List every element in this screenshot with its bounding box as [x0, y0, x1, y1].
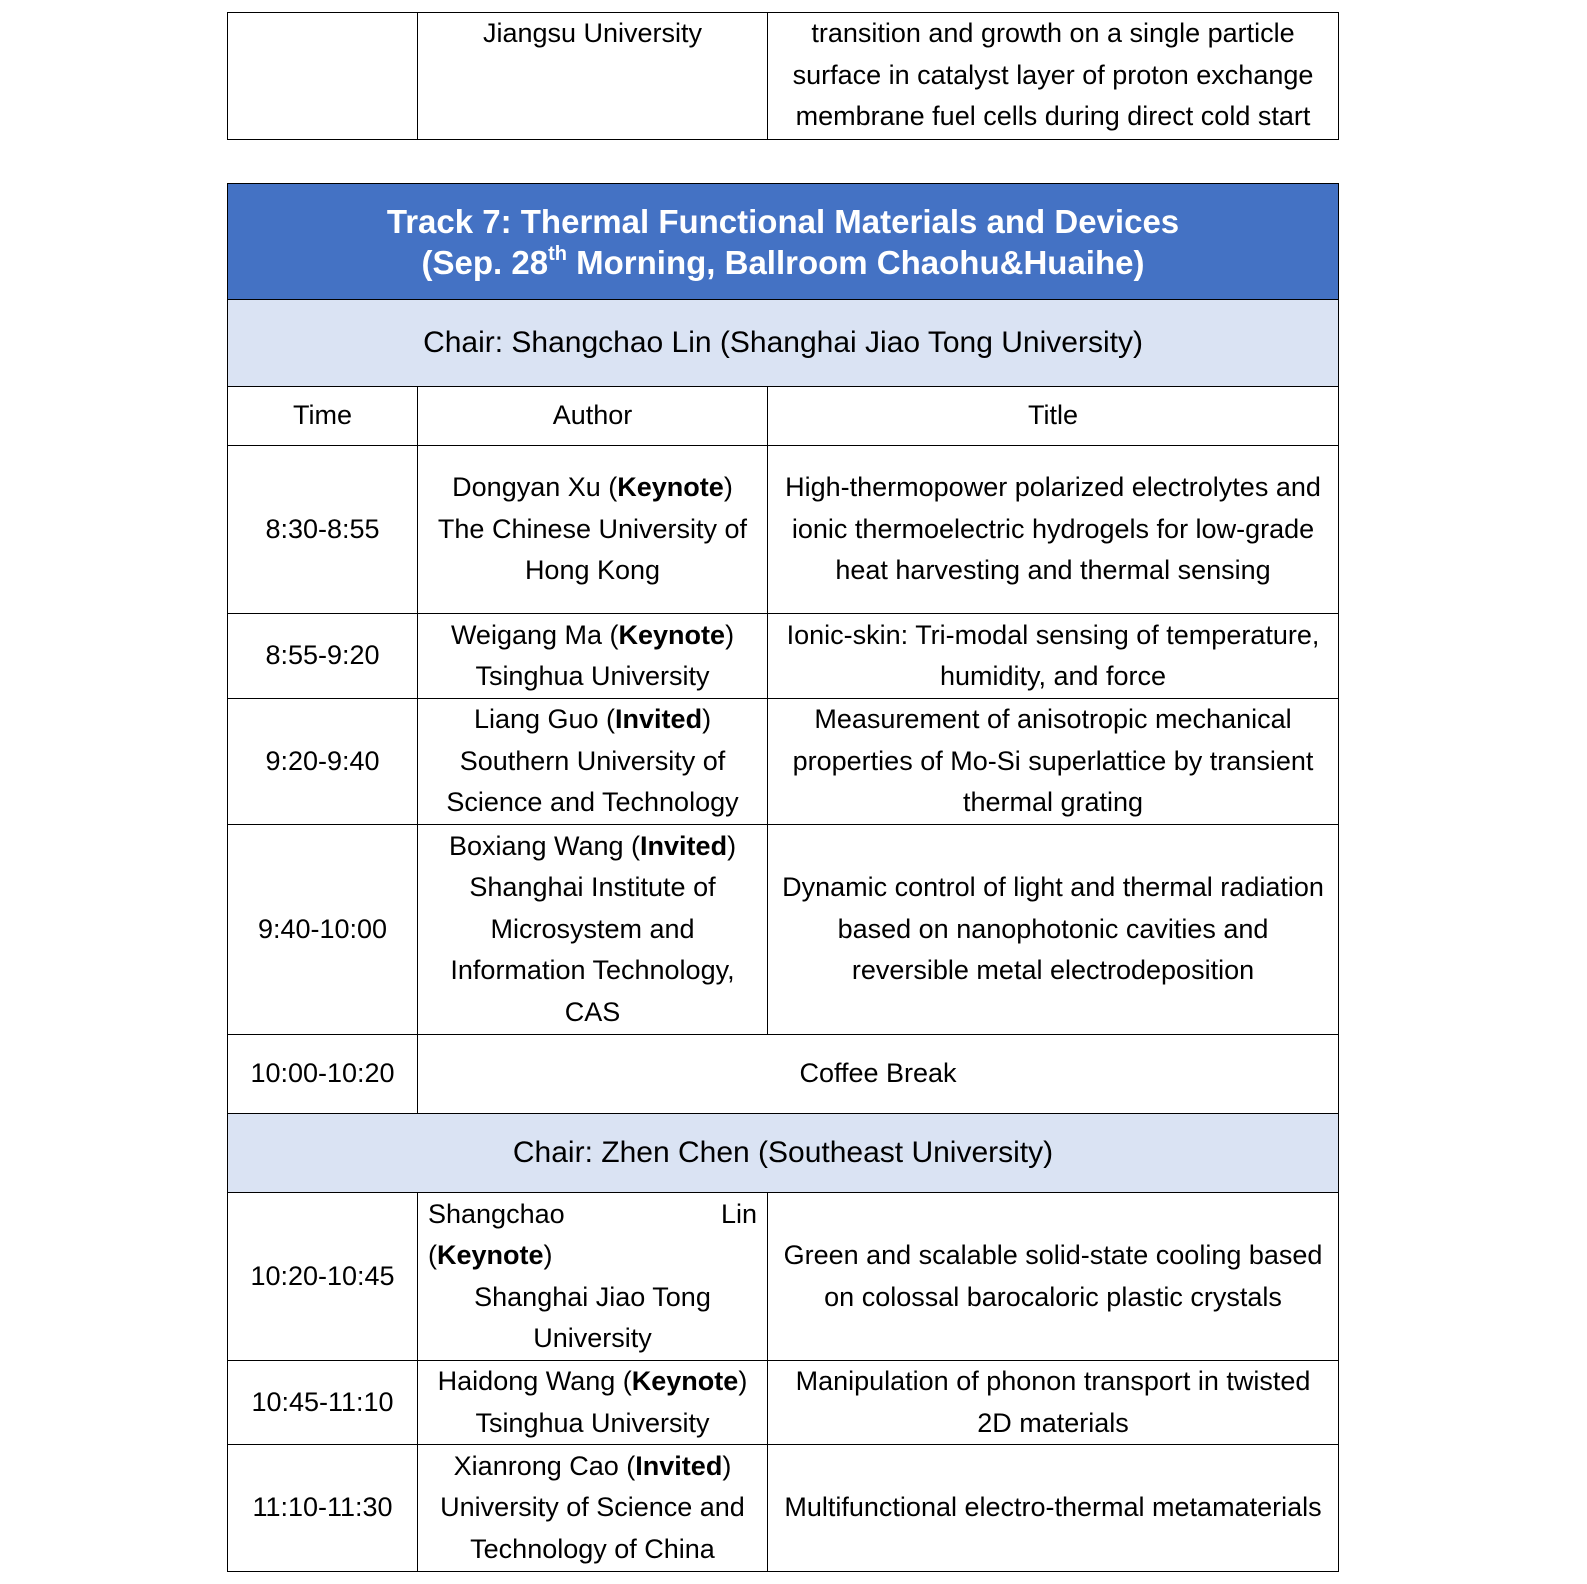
- time-cell: 10:45-11:10: [228, 1361, 418, 1445]
- time-cell: [228, 13, 418, 140]
- title-cell: Multifunctional electro-thermal metamaterials: [768, 1445, 1339, 1572]
- table-row: [228, 614, 1339, 699]
- table-row: [228, 13, 1339, 140]
- track-header-row: [228, 184, 1339, 300]
- break-row: [228, 1035, 1339, 1114]
- table-row: [228, 699, 1339, 825]
- time-cell: 10:20-10:45: [228, 1193, 418, 1361]
- time-cell: 9:40-10:00: [228, 825, 418, 1035]
- previous-track-table-fragment: [227, 12, 1339, 140]
- title-cell: Ionic-skin: Tri-modal sensing of temperature, humidity, and force: [768, 614, 1339, 699]
- author-affiliation: University of Science and Technology of China: [440, 1492, 745, 1564]
- chair-row: [228, 300, 1339, 387]
- author-cell: Liang Guo (Invited) Southern University of Science and Technology: [418, 699, 768, 825]
- author-affiliation: Tsinghua University: [475, 1407, 710, 1438]
- coffee-break-label: Coffee Break: [418, 1035, 1339, 1114]
- column-header-time: Time: [228, 387, 418, 446]
- track-title: [228, 184, 1339, 300]
- time-cell: 11:10-11:30: [228, 1445, 418, 1572]
- title-cell: transition and growth on a single particle surface in catalyst layer of proton exchange membrane fuel cells during direct cold start: [768, 13, 1339, 140]
- author-affiliation: Shanghai Jiao Tong University: [474, 1281, 711, 1353]
- role-badge: Keynote: [617, 472, 724, 503]
- author-affiliation: The Chinese University of Hong Kong: [437, 513, 748, 586]
- table-row: [228, 1361, 1339, 1445]
- role-badge: Invited: [640, 830, 728, 861]
- track-title-line1: Track 7: Thermal Functional Materials and Devices: [386, 202, 1180, 240]
- role-badge: Keynote: [618, 619, 726, 650]
- author-name: Shangchao Lin: [428, 1198, 757, 1229]
- author-affiliation: Shanghai Institute of Microsystem and Information Technology, CAS: [450, 872, 735, 1027]
- title-cell: High-thermopower polarized electrolytes and ionic thermoelectric hydrogels for low-grade heat harvesting and thermal sensing: [768, 446, 1339, 614]
- role-badge: Keynote: [631, 1366, 739, 1396]
- author-name: Liang Guo: [473, 704, 599, 735]
- author-name: Boxiang Wang: [448, 830, 624, 861]
- author-cell: Haidong Wang (Keynote) Tsinghua University: [418, 1361, 768, 1445]
- column-header-title: Title: [768, 387, 1339, 446]
- time-cell: 10:00-10:20: [228, 1035, 418, 1114]
- time-cell: 8:30-8:55: [228, 446, 418, 614]
- table-row: [228, 825, 1339, 1035]
- track-date-location: (Sep. 28th Morning, Ballroom Chaohu&Huaihe): [421, 242, 1145, 281]
- chair-label: Chair: Shangchao Lin (Shanghai Jiao Tong University): [228, 300, 1339, 387]
- table-row: [228, 1193, 1339, 1361]
- author-name: Weigang Ma: [450, 619, 603, 650]
- title-cell: Green and scalable solid-state cooling based on colossal barocaloric plastic crystals: [768, 1193, 1339, 1361]
- author-cell: Jiangsu University: [418, 13, 768, 140]
- chair-label: Chair: Zhen Chen (Southeast University): [228, 1114, 1339, 1193]
- table-row: [228, 1445, 1339, 1572]
- table-row: [228, 446, 1339, 614]
- author-name: Dongyan Xu: [452, 472, 601, 503]
- author-affiliation: Tsinghua University: [475, 661, 710, 691]
- title-cell: Measurement of anisotropic mechanical properties of Mo-Si superlattice by transient thermal grating: [768, 699, 1339, 825]
- time-cell: 8:55-9:20: [228, 614, 418, 699]
- role-badge: Keynote: [437, 1240, 544, 1270]
- author-name: Xianrong Cao: [453, 1450, 619, 1481]
- column-header-row: [228, 387, 1339, 446]
- title-cell: Manipulation of phonon transport in twisted 2D materials: [768, 1361, 1339, 1445]
- author-affiliation: Southern University of Science and Technology: [446, 745, 739, 818]
- author-cell: Xianrong Cao (Invited) University of Science and Technology of China: [418, 1445, 768, 1572]
- author-cell: Boxiang Wang (Invited) Shanghai Institute of Microsystem and Information Technology, CAS: [418, 825, 768, 1035]
- role-badge: Invited: [635, 1450, 723, 1481]
- title-cell: Dynamic control of light and thermal radiation based on nanophotonic cavities and reversible metal electrodeposition: [768, 825, 1339, 1035]
- time-cell: 9:20-9:40: [228, 699, 418, 825]
- author-cell: Dongyan Xu (Keynote) The Chinese University of Hong Kong: [418, 446, 768, 614]
- author-cell: Weigang Ma (Keynote) Tsinghua University: [418, 614, 768, 699]
- chair-row: [228, 1114, 1339, 1193]
- column-header-author: Author: [418, 387, 768, 446]
- author-name: Haidong Wang: [437, 1366, 616, 1396]
- author-cell: Shangchao Lin (Keynote) Shanghai Jiao Tong University: [418, 1193, 768, 1361]
- track-schedule-table: [227, 183, 1339, 1572]
- role-badge: Invited: [615, 704, 703, 735]
